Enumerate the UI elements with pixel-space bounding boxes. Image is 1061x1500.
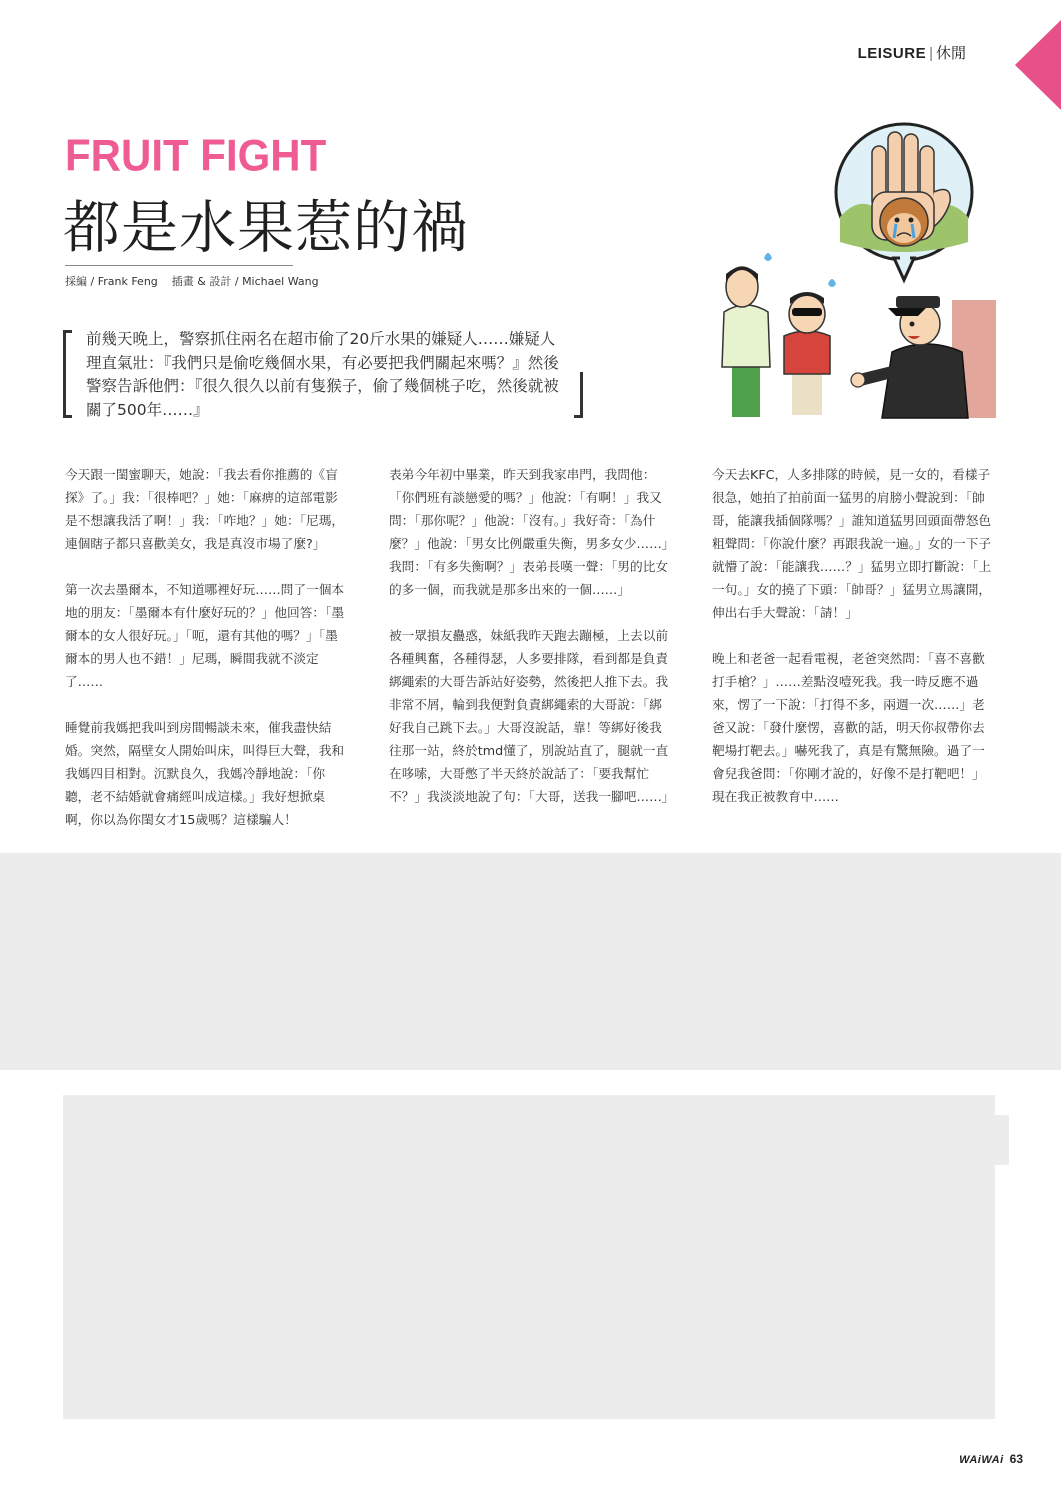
title-chinese: 都是水果惹的禍 [63, 195, 469, 261]
writer-name: Frank Feng [97, 275, 158, 288]
story-paragraph: 今天去KFC，人多排隊的時候，見一女的，看樣子很急，她拍了拍前面一猛男的肩膀小聲說到：「帥哥，能讓我插個隊嗎？」誰知道猛男回頭面帶怒色粗聲問：「你說什麼？再跟我說一遍。」女的一下子就懵了說：「能讓我……？」猛男立即打斷說：「上一句。」女的撓了下頭：「帥哥？」猛男立馬讓開，伸出右手大聲說：「請！」 [712, 467, 992, 620]
corner-triangle-decoration [1015, 20, 1061, 110]
lead-bracket-right [574, 372, 583, 418]
crying-monkey [880, 198, 928, 246]
thought-bubble [836, 124, 972, 280]
suspect-tall [722, 253, 772, 417]
section-label [858, 42, 966, 63]
title-english: FRUIT FIGHT [65, 130, 327, 181]
gray-ad-band [0, 853, 1061, 1070]
gray-content-box [63, 1095, 995, 1419]
story-paragraph: 被一眾損友蠱惑，妹紙我昨天跑去蹦極，上去以前各種興奮，各種得瑟，人多要排隊，看到都是負責綁繩索的大哥告訴站好姿勢，然後把人推下去。我非常不屑，輪到我便對負責綁繩索的大哥說：「綁好我自己跳下去。」大哥沒說話，靠！等綁好後我往那一站，終於tmd懂了，別說站直了，腿就一直在哆嗦，大哥憋了半天終於說話了：「要我幫忙不？」我淡淡地說了句：「大哥，送我一腳吧……」 [389, 628, 675, 804]
designer-name: Michael Wang [242, 275, 319, 288]
body-column-2 [389, 463, 674, 831]
page-number: 63 [1009, 1452, 1023, 1466]
writer-label: 採編 / [65, 275, 98, 288]
story-paragraph: 晚上和老爸一起看電視，老爸突然問：「喜不喜歡打手槍？」……差點沒噎死我。我一時反應不過來，愣了一下說：「打得不多，兩週一次……」老爸又說：「發什麼愣，喜歡的話，明天你叔帶你去靶場打靶去。」嚇死我了，真是有驚無險。過了一會兒我爸問：「你剛才說的，好像不是打靶吧！」現在我正被教育中…… [712, 651, 985, 804]
suspect-short [784, 279, 836, 415]
lead-bracket-left [63, 330, 72, 418]
story-paragraph: 今天跟一閨蜜聊天，她說：「我去看你推薦的《盲探》了。」我：「很棒吧？」她：「麻痹的這部電影是不想讓我活了啊！」我：「咋地？」她：「尼瑪，連個瞎子都只喜歡美女，我是真沒市場了麼?」 [65, 467, 345, 551]
credit-line [65, 273, 319, 289]
body-column-3 [712, 463, 997, 831]
designer-label: 插畫 & 設計 / [171, 275, 243, 288]
section-label-separator: | [929, 45, 933, 62]
story-paragraph: 睡覺前我媽把我叫到房間暢談未來，催我盡快結婚。突然，隔壁女人開始叫床，叫得巨大聲，我和我媽四目相對。沉默良久，我媽冷靜地說：「你聽，老不結婚就會痛經叫成這樣。」我好想掀桌啊，你以為你閨女才15歲嗎？這樣騙人！ [65, 720, 345, 827]
magazine-logo: WAiWAi [959, 1454, 1004, 1466]
lead-paragraph: 前幾天晚上，警察抓住兩名在超市偷了20斤水果的嫌疑人……嫌疑人理直氣壯：『我們只是偷吃幾個水果，有必要把我們關起來嗎？』然後警察告訴他們：『很久很久以前有隻猴子，偷了幾個桃子吃，然後就被關了500年……』 [86, 330, 559, 419]
page-footer [959, 1452, 1023, 1466]
section-label-en: LEISURE [857, 45, 927, 62]
comic-illustration [712, 122, 1002, 422]
police-officer [851, 296, 968, 418]
body-column-1 [65, 463, 350, 854]
credit-divider [65, 265, 293, 266]
section-label-zh: 休閒 [935, 45, 966, 62]
gray-box-tab [995, 1115, 1009, 1165]
story-paragraph: 第一次去墨爾本，不知道哪裡好玩……問了一個本地的朋友：「墨爾本有什麼好玩的？」他回答：「墨爾本的女人很好玩。」「呃，還有其他的嗎？」「墨爾本的男人也不錯！」尼瑪，瞬間我就不淡定了…… [65, 582, 345, 689]
story-paragraph: 表弟今年初中畢業，昨天到我家串門，我問他：「你們班有談戀愛的嗎？」他說：「有啊！」我又問：「那你呢？」他說：「沒有。」我好奇：「為什麼？」他說：「男女比例嚴重失衡，男多女少……」我問：「有多失衡啊？」表弟長嘆一聲：「男的比女的多一個，而我就是那多出來的一個……」 [389, 467, 669, 597]
